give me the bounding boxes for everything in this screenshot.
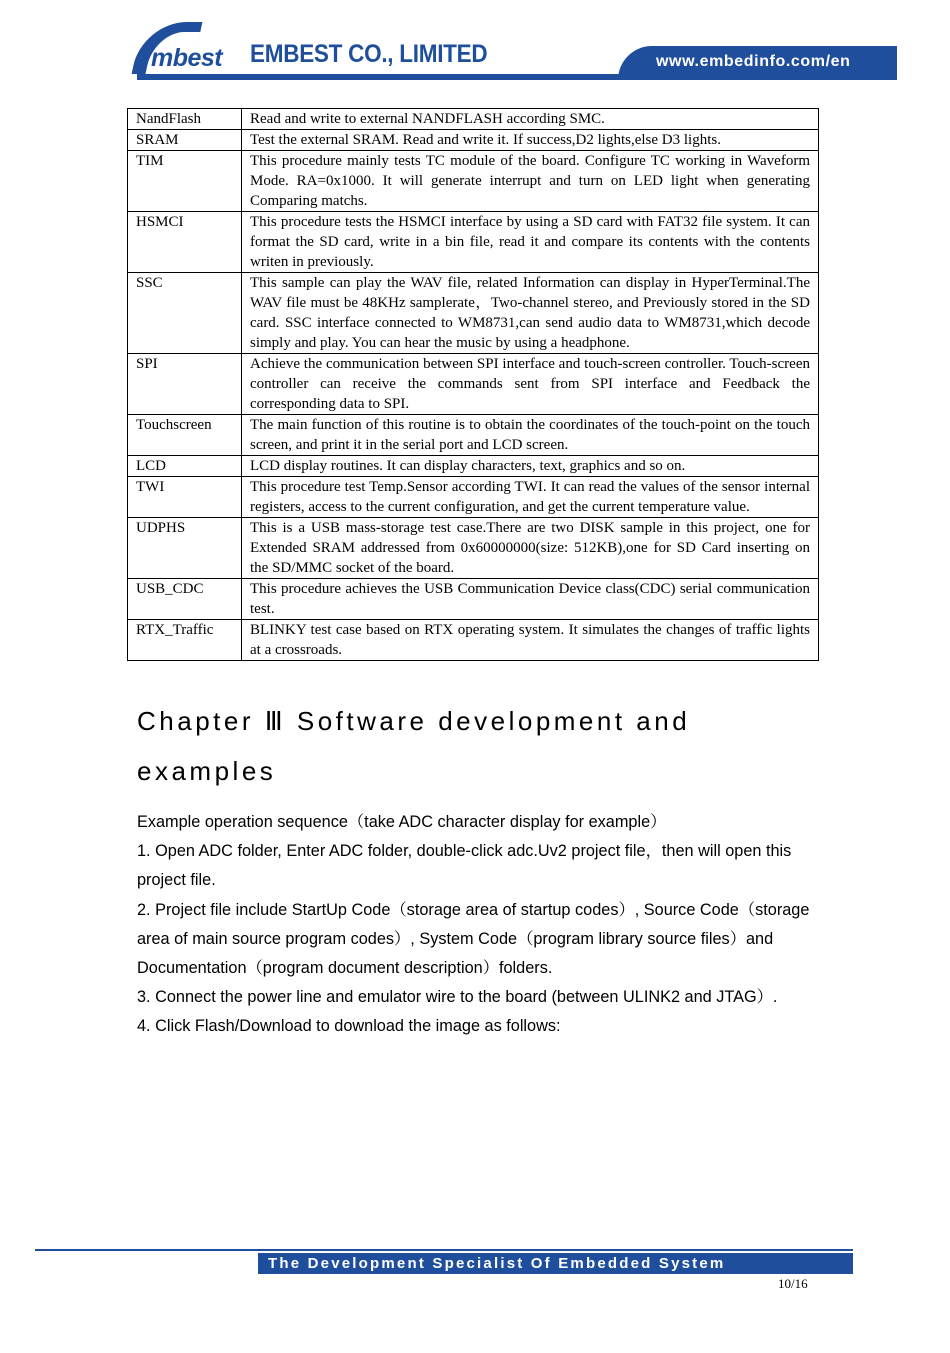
paragraph-step-2: 2. Project file include StartUp Code（storage area of startup codes）, Source Code（storage area of main source program codes）, System Code（program library source files）and Documentation（program document description）folders. bbox=[137, 900, 810, 978]
table-cell-name: SRAM bbox=[128, 130, 242, 151]
table-cell-desc: Read and write to external NANDFLASH according SMC. bbox=[242, 109, 819, 130]
page-header bbox=[0, 0, 950, 95]
paragraph-step-4: 4. Click Flash/Download to download the image as follows: bbox=[137, 1017, 561, 1036]
table-cell-desc: The main function of this routine is to obtain the coordinates of the touch-point on the touch screen, and print it in the serial port and LCD screen. bbox=[242, 415, 819, 456]
footer-line bbox=[35, 1249, 853, 1251]
table-row bbox=[128, 130, 819, 151]
table-cell-name: Touchscreen bbox=[128, 415, 242, 456]
table-cell-desc: This procedure mainly tests TC module of the board. Configure TC working in Waveform Mode. RA=0x1000. It will generate interrupt and turn on LED light when generating Comparing matchs. bbox=[242, 151, 819, 212]
table-row bbox=[128, 212, 819, 273]
paragraph-intro: Example operation sequence（take ADC character display for example） bbox=[137, 813, 667, 831]
table-cell-desc: Test the external SRAM. Read and write it. If success,D2 lights,else D3 lights. bbox=[242, 130, 819, 151]
table-cell-desc: This procedure achieves the USB Communication Device class(CDC) serial communication test. bbox=[242, 579, 819, 620]
table-row bbox=[128, 477, 819, 518]
table-cell-desc: BLINKY test case based on RTX operating system. It simulates the changes of traffic lights at a crossroads. bbox=[242, 620, 819, 661]
logo-text: mbest bbox=[151, 44, 223, 72]
table-cell-name: LCD bbox=[128, 456, 242, 477]
chapter-heading: Chapter Ⅲ Software development and examples bbox=[137, 706, 691, 786]
table-row bbox=[128, 456, 819, 477]
table-cell-desc: Achieve the communication between SPI interface and touch-screen controller. Touch-screen controller can receive the commands sent from SPI interface and Feedback the corresponding data to SPI. bbox=[242, 354, 819, 415]
table-row bbox=[128, 151, 819, 212]
embest-logo bbox=[137, 22, 237, 74]
page-number: 10/16 bbox=[778, 1276, 808, 1291]
paragraph-step-3: 3. Connect the power line and emulator wire to the board (between ULINK2 and JTAG）. bbox=[137, 988, 778, 1007]
table-cell-name: RTX_Traffic bbox=[128, 620, 242, 661]
table-row bbox=[128, 518, 819, 579]
table-cell-name: SPI bbox=[128, 354, 242, 415]
table-cell-name: TWI bbox=[128, 477, 242, 518]
table-cell-desc: This is a USB mass-storage test case.There are two DISK sample in this project, one for Extended SRAM addressed from 0x60000000(size: 512KB),one for SD Card inserting on the SD/MMC socket of the board. bbox=[242, 518, 819, 579]
footer-tagline: The Development Specialist Of Embedded System bbox=[268, 1255, 726, 1272]
table-row bbox=[128, 620, 819, 661]
body-text bbox=[137, 808, 827, 1042]
table-cell-name: HSMCI bbox=[128, 212, 242, 273]
table-row bbox=[128, 109, 819, 130]
table-row bbox=[128, 579, 819, 620]
table-cell-desc: LCD display routines. It can display characters, text, graphics and so on. bbox=[242, 456, 819, 477]
table-cell-desc: This sample can play the WAV file, related Information can display in HyperTerminal.The WAV file must be 48KHz samplerate，Two-channel stereo, and Previously stored in the SD card. SSC interface connected to WM8731,can send audio data to WM8731,which decode simply and play. You can hear the music by using a headphone. bbox=[242, 273, 819, 354]
table-row bbox=[128, 354, 819, 415]
table-cell-name: SSC bbox=[128, 273, 242, 354]
table-cell-name: NandFlash bbox=[128, 109, 242, 130]
paragraph-step-1: 1. Open ADC folder, Enter ADC folder, double-click adc.Uv2 project file，then will open this project file. bbox=[137, 842, 792, 890]
website-url: www.embedinfo.com/en bbox=[656, 53, 851, 70]
function-table bbox=[127, 108, 819, 661]
table-cell-name: TIM bbox=[128, 151, 242, 212]
table-row bbox=[128, 415, 819, 456]
table-cell-desc: This procedure test Temp.Sensor according TWI. It can read the values of the sensor internal registers, access to the current configuration, and get the current temperature value. bbox=[242, 477, 819, 518]
company-name: EMBEST CO., LIMITED bbox=[250, 40, 488, 68]
table-cell-name: USB_CDC bbox=[128, 579, 242, 620]
table-cell-desc: This procedure tests the HSMCI interface by using a SD card with FAT32 file system. It can format the SD card, write in a bin file, read it and compare its contents with the contents writen in previously. bbox=[242, 212, 819, 273]
table-row bbox=[128, 273, 819, 354]
table-cell-name: UDPHS bbox=[128, 518, 242, 579]
